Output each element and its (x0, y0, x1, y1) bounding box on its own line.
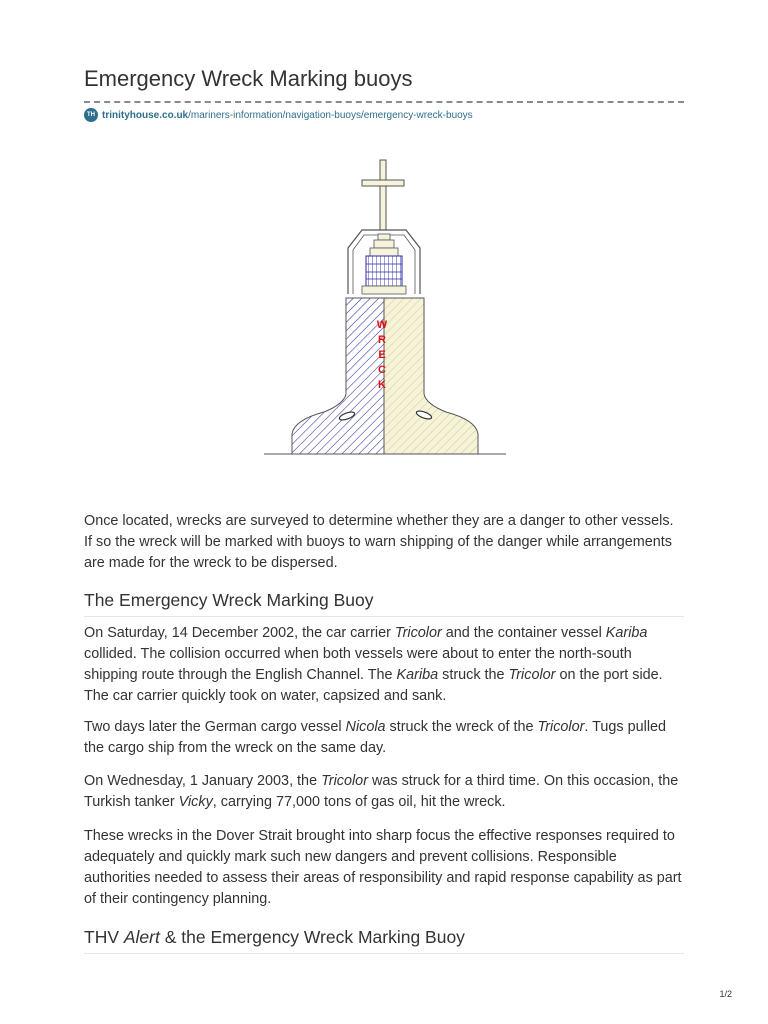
cross-topmark-vertical (380, 160, 386, 230)
lantern-cap (378, 234, 390, 240)
source-domain[interactable]: trinityhouse.co.uk (102, 109, 189, 121)
section-heading-thv-alert: THV Alert & the Emergency Wreck Marking Buoy (84, 927, 465, 947)
section-heading-emergency-buoy: The Emergency Wreck Marking Buoy (84, 590, 374, 610)
wreck-label-letter-r: R (378, 334, 386, 346)
buoy-body-blue-half (292, 298, 384, 454)
source-path[interactable]: /mariners-information/navigation-buoys/emergency-wreck-buoys (188, 109, 473, 121)
lantern-lens (366, 256, 402, 286)
source-link[interactable] (84, 107, 473, 123)
wreck-label-letter-e: E (378, 349, 386, 361)
paragraph-collision: On Saturday, 14 December 2002, the car carrier Tricolor and the container vessel Kariba collided. The collision occurred when both vessels were about to enter the north-south shipping route through the English Channel. The Kariba struck the Tricolor on the port side. The car carrier quickly took on water, capsized and sank. (84, 625, 663, 704)
wreck-buoy-diagram (264, 158, 506, 458)
section-divider-2 (84, 953, 684, 954)
section-divider (84, 616, 684, 617)
buoy-body-yellow-half (384, 298, 478, 454)
page-number: 1/2 (719, 989, 732, 999)
wreck-label-letter-c: C (378, 364, 386, 376)
wreck-label-letter-k: K (378, 379, 386, 391)
intro-paragraph: Once located, wrecks are surveyed to determine whether they are a danger to other vessels. If so the wreck will be marked with buoys to warn shipping of the danger while arrangements are made for the wreck to be dispersed. (84, 513, 674, 571)
paragraph-vicky: On Wednesday, 1 January 2003, the Tricolor was struck for a third time. On this occasion, the Turkish tanker Vicky, carrying 77,000 tons of gas oil, hit the wreck. (84, 773, 679, 810)
page-title: Emergency Wreck Marking buoys (84, 66, 413, 91)
trinity-house-logo-icon: TH (84, 108, 98, 122)
wreck-label-letter-w: W (376, 319, 388, 331)
title-divider (84, 101, 684, 103)
paragraph-nicola: Two days later the German cargo vessel Nicola struck the wreck of the Tricolor. Tugs pulled the cargo ship from the wreck on the same day. (84, 719, 667, 756)
cross-topmark-horizontal (362, 180, 404, 186)
paragraph-dover-strait: These wrecks in the Dover Strait brought into sharp focus the effective responses required to adequately and quickly mark such new dangers and prevent collisions. Responsible authorities needed to assess their areas of responsibility and rapid response capability as part of their contingency planning. (84, 828, 682, 907)
